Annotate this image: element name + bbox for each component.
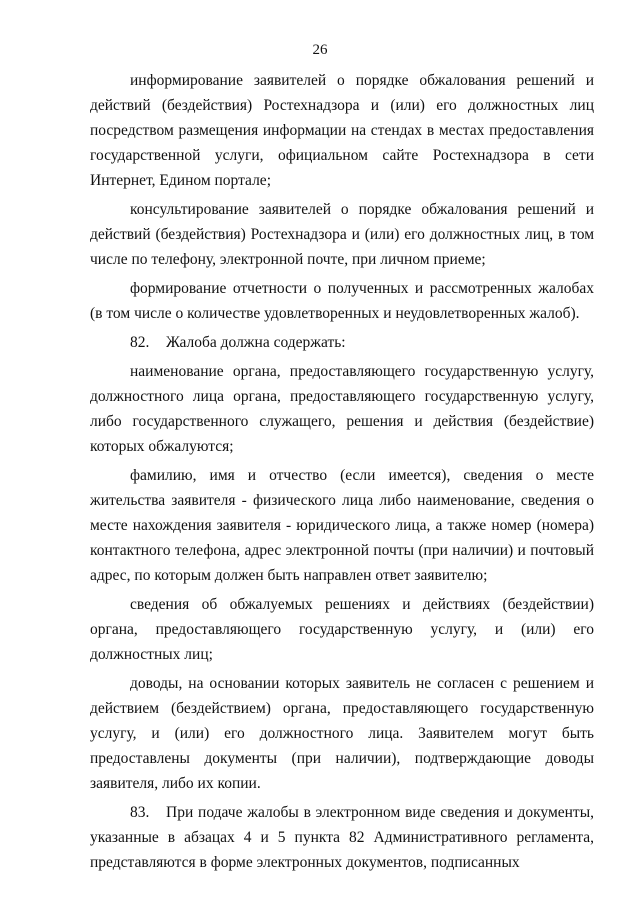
paragraph-authority-name: наименование органа, предоставляющего государственную услугу, должностного лица органа, предоставляющего государственную услугу, либо государственного служащего, решения и действия (бездействие) которых обжалуются; <box>90 363 594 455</box>
paragraph-arguments: доводы, на основании которых заявитель не согласен с решением и действием (бездействием) органа, предоставляющего государственную услугу, и (или) его должностного лица. Заявителем могут быть предоставлены документы (при наличии), подтверждающие доводы заявителя, либо их копии. <box>90 675 594 792</box>
paragraph-reporting: формирование отчетности о полученных и рассмотренных жалобах (в том числе о количестве удовлетворенных и неудовлетворенных жалоб). <box>90 280 594 322</box>
paragraph-consulting-applicants: консультирование заявителей о порядке обжалования решений и действий (бездействия) Ростехнадзора и (или) его должностных лиц, в том числе по телефону, электронной почте, при личном приеме; <box>90 201 594 268</box>
paragraph-appealed-decisions: сведения об обжалуемых решениях и действиях (бездействии) органа, предоставляющего государственную услугу, и (или) его должностных лиц; <box>90 596 594 663</box>
document-body <box>90 68 594 879</box>
clause-number: 82. <box>130 334 150 351</box>
clause-number: 83. <box>130 804 150 821</box>
page-number: 26 <box>312 42 328 58</box>
clause-82 <box>90 330 594 355</box>
clause-text: Жалоба должна содержать: <box>166 334 346 351</box>
clause-text: При подаче жалобы в электронном виде сведения и документы, указанные в абзацах 4 и 5 пункта 82 Административного регламента, представляются в форме электронных документов, подписанных <box>90 804 594 871</box>
paragraph-applicant-details: фамилию, имя и отчество (если имеется), сведения о месте жительства заявителя - физического лица либо наименование, сведения о месте нахождения заявителя - юридического лица, а также номер (номера) контактного телефона, адрес электронной почты (при наличии) и почтовый адрес, по которым должен быть направлен ответ заявителю; <box>90 467 594 584</box>
paragraph-informing-applicants: информирование заявителей о порядке обжалования решений и действий (бездействия) Ростехнадзора и (или) его должностных лиц посредством размещения информации на стендах в местах предоставления государственной услуги, официальном сайте Ростехнадзора в сети Интернет, Едином портале; <box>90 72 594 189</box>
clause-83 <box>90 800 594 875</box>
